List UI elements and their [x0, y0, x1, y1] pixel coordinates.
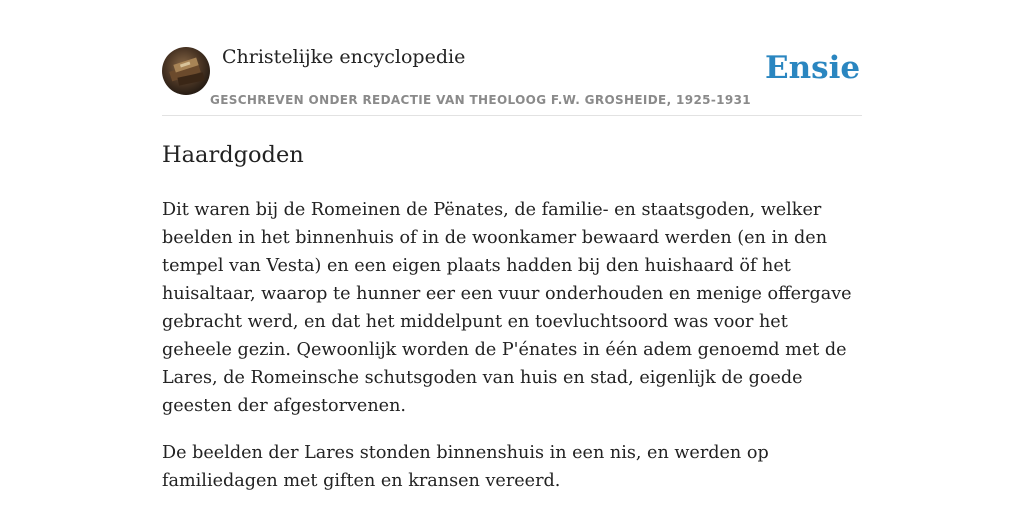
encyclopedia-avatar[interactable]	[162, 47, 210, 95]
site-title[interactable]: Christelijke encyclopedie	[222, 46, 466, 68]
book-stack-icon	[162, 47, 210, 95]
ensie-logo[interactable]: Ensie	[765, 50, 861, 86]
header-divider	[162, 115, 862, 116]
site-subtitle: GESCHREVEN ONDER REDACTIE VAN THEOLOOG F.W. GROSHEIDE, 1925-1931	[210, 93, 751, 107]
article-paragraph: De beelden der Lares stonden binnenshuis in een nis, en werden op familiedagen met giften en kransen vereerd.	[162, 443, 769, 491]
article	[162, 138, 862, 512]
article-headword: Haardgoden	[162, 142, 304, 168]
article-paragraph: Dit waren bij de Romeinen de Pënates, de familie- en staatsgoden, welker beelden in het binnenhuis of in de woonkamer bewaard werden (en in den tempel van Vesta) en een eigen plaats hadden bij den huishaard öf het huisaltaar, waarop te hunner eer een vuur onderhouden en menige offergave gebracht werd, en dat het middelpunt en toevluchtsoord was voor het geheele gezin. Qewoonlijk worden de P'énates in één adem genoemd met de Lares, de Romeinsche schutsgoden van huis en stad, eigenlijk de goede geesten der afgestorvenen.	[162, 200, 852, 416]
